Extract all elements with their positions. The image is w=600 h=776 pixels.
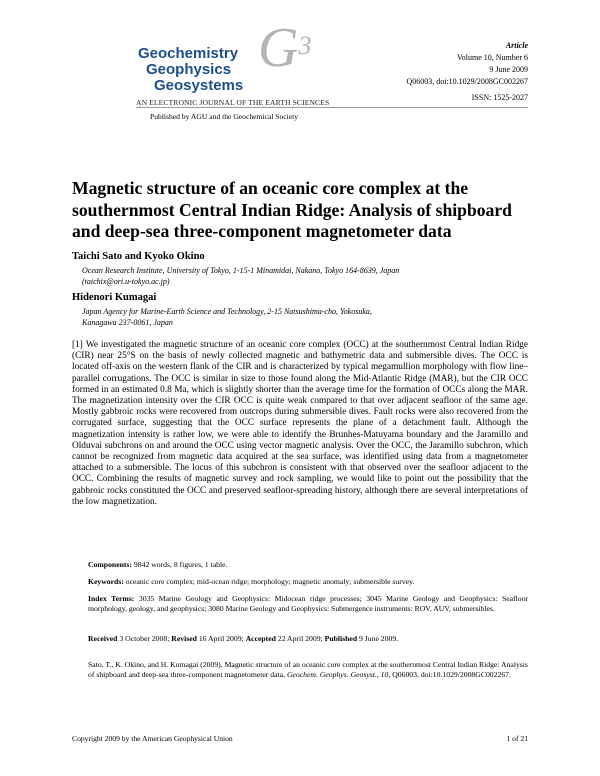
affiliation-line: Japan Agency for Marine-Earth Science and Technology, 2-15 Natsushima-cho, Yokosuka, — [82, 307, 372, 316]
affiliation-line: Kanagawa 237-0061, Japan — [82, 318, 173, 327]
publisher-line: Published by AGU and the Geochemical Society — [150, 112, 299, 121]
components — [88, 560, 528, 570]
components-label: Components: — [88, 560, 132, 569]
title-line: Magnetic structure of an oceanic core complex at the — [72, 178, 469, 198]
article-type: Article — [505, 41, 528, 50]
volume-number: Volume 10, Number 6 — [457, 53, 528, 62]
g3-superscript: 3 — [298, 31, 312, 60]
paragraph-number: [1] — [72, 340, 83, 350]
g3-logo-mark — [258, 17, 312, 79]
logo-word-geochemistry: Geochemistry — [138, 45, 239, 62]
keywords-label: Keywords: — [88, 577, 124, 586]
keywords — [88, 577, 528, 587]
revised-date: 16 April 2009; — [198, 634, 244, 643]
g3-letter: G — [258, 17, 299, 79]
received-date: 3 October 2008; — [119, 634, 170, 643]
title-line: southernmost Central Indian Ridge: Analysis of shipboard — [72, 199, 512, 220]
publication-date: 9 June 2009 — [489, 65, 528, 74]
index-terms-text: 3035 Marine Geology and Geophysics: Midocean ridge processes; 3045 Marine Geology and Geophysics: Seafloor morphology, geology, and geophysics; 3080 Marine Geology and Geophysics: Submergence instruments: ROV, AUV, submersibles. — [88, 594, 528, 614]
journal-subtitle: AN ELECTRONIC JOURNAL OF THE EARTH SCIENCES — [136, 98, 330, 107]
abstract — [72, 340, 528, 508]
copyright: Copyright 2009 by the American Geophysical Union — [72, 734, 233, 743]
citation — [88, 660, 528, 681]
author-names-2: Hidenori Kumagai — [72, 292, 157, 303]
author-email: (taichix@ori.u-tokyo.ac.jp) — [82, 277, 170, 286]
paper-title — [72, 178, 532, 243]
journal-logo — [136, 46, 266, 102]
published-date: 9 June 2009. — [359, 634, 399, 643]
history-dates — [88, 634, 528, 644]
author-names-1: Taichi Sato and Kyoko Okino — [72, 251, 205, 262]
header-rule — [136, 107, 528, 108]
doi: Q06003, doi:10.1029/2008GC002267 — [406, 77, 528, 86]
logo-word-geophysics: Geophysics — [146, 61, 232, 78]
keywords-text: oceanic core complex; mid-ocean ridge; morphology; magnetic anomaly; submersible survey. — [125, 577, 415, 586]
revised-label: Revised — [171, 634, 197, 643]
citation-journal: Geochem. Geophys. Geosyst., 10, — [286, 670, 391, 680]
published-label: Published — [324, 634, 358, 643]
components-text: 9842 words, 8 figures, 1 table. — [133, 560, 228, 569]
index-terms — [88, 594, 528, 615]
logo-word-geosystems: Geosystems — [154, 77, 244, 94]
accepted-label: Accepted — [245, 634, 276, 643]
citation-suffix: Q06003, doi:10.1029/2008GC002267. — [392, 670, 511, 680]
affiliation-line: Ocean Research Institute, University of Tokyo, 1-15-1 Minamidai, Nakano, Tokyo 164-8639, Japan — [82, 266, 400, 275]
page-number: 1 of 21 — [506, 734, 528, 743]
index-terms-label: Index Terms: — [88, 594, 135, 603]
title-line: and deep-sea three-component magnetometer data — [72, 221, 452, 241]
accepted-date: 22 April 2009; — [277, 634, 323, 643]
abstract-text: We investigated the magnetic structure of an oceanic core complex (OCC) at the southernmost Central Indian Ridge (CIR) near 25°S on the basis of newly collected magnetic and bathymetric data and submersible dives. The OCC is located off-axis on the western flank of the CIR and is characterized by typical megamullion morphology with flow line–parallel corrugations. The OCC is similar in size to those found along the Mid-Atlantic Ridge (MAR), but the CIR OCC formed in an estimated 0.8 Ma, which is slightly shorter than the average time for the formation of OCCs along the MAR. The magnetization intensity over the CIR OCC is quite weak compared to that over adjacent seafloor of the same age. Mostly gabbroic rocks were recovered from outcrops during submersible dives. Fault rocks were also recovered from the corrugated surface, suggesting that the OCC surface represents the plane of a detachment fault. Although the magnetization intensity is rather low, we were able to identify the Brunhes-Matuyama boundary and the Jaramillo and Olduvai subchrons on and around the OCC using vector magnetic analysis. Over the OCC, the Jaramillo subchron, which cannot be recognized from magnetic data acquired at the sea surface, was identified using data from a magnetometer attached to a submersible. The locus of this subchron is consistent with that observed over the seafloor adjacent to the OCC. Combining the results of magnetic survey and rock sampling, we would like to point out the possibility that the gabbroic rocks constituted the OCC and preserved seafloor-spreading history, although there are several interpretations of the low magnetization. — [72, 340, 528, 507]
citation-prefix: Sato, T., K. Okino, and H. Kumagai (2009), Magnetic structure of an oceanic core complex at the southernmost Central Indian Ridge: Analysis of shipboard and deep-sea three-component magnetometer data, — [88, 660, 528, 680]
issn: ISSN: 1525-2027 — [471, 93, 528, 102]
received-label: Received — [88, 634, 118, 643]
